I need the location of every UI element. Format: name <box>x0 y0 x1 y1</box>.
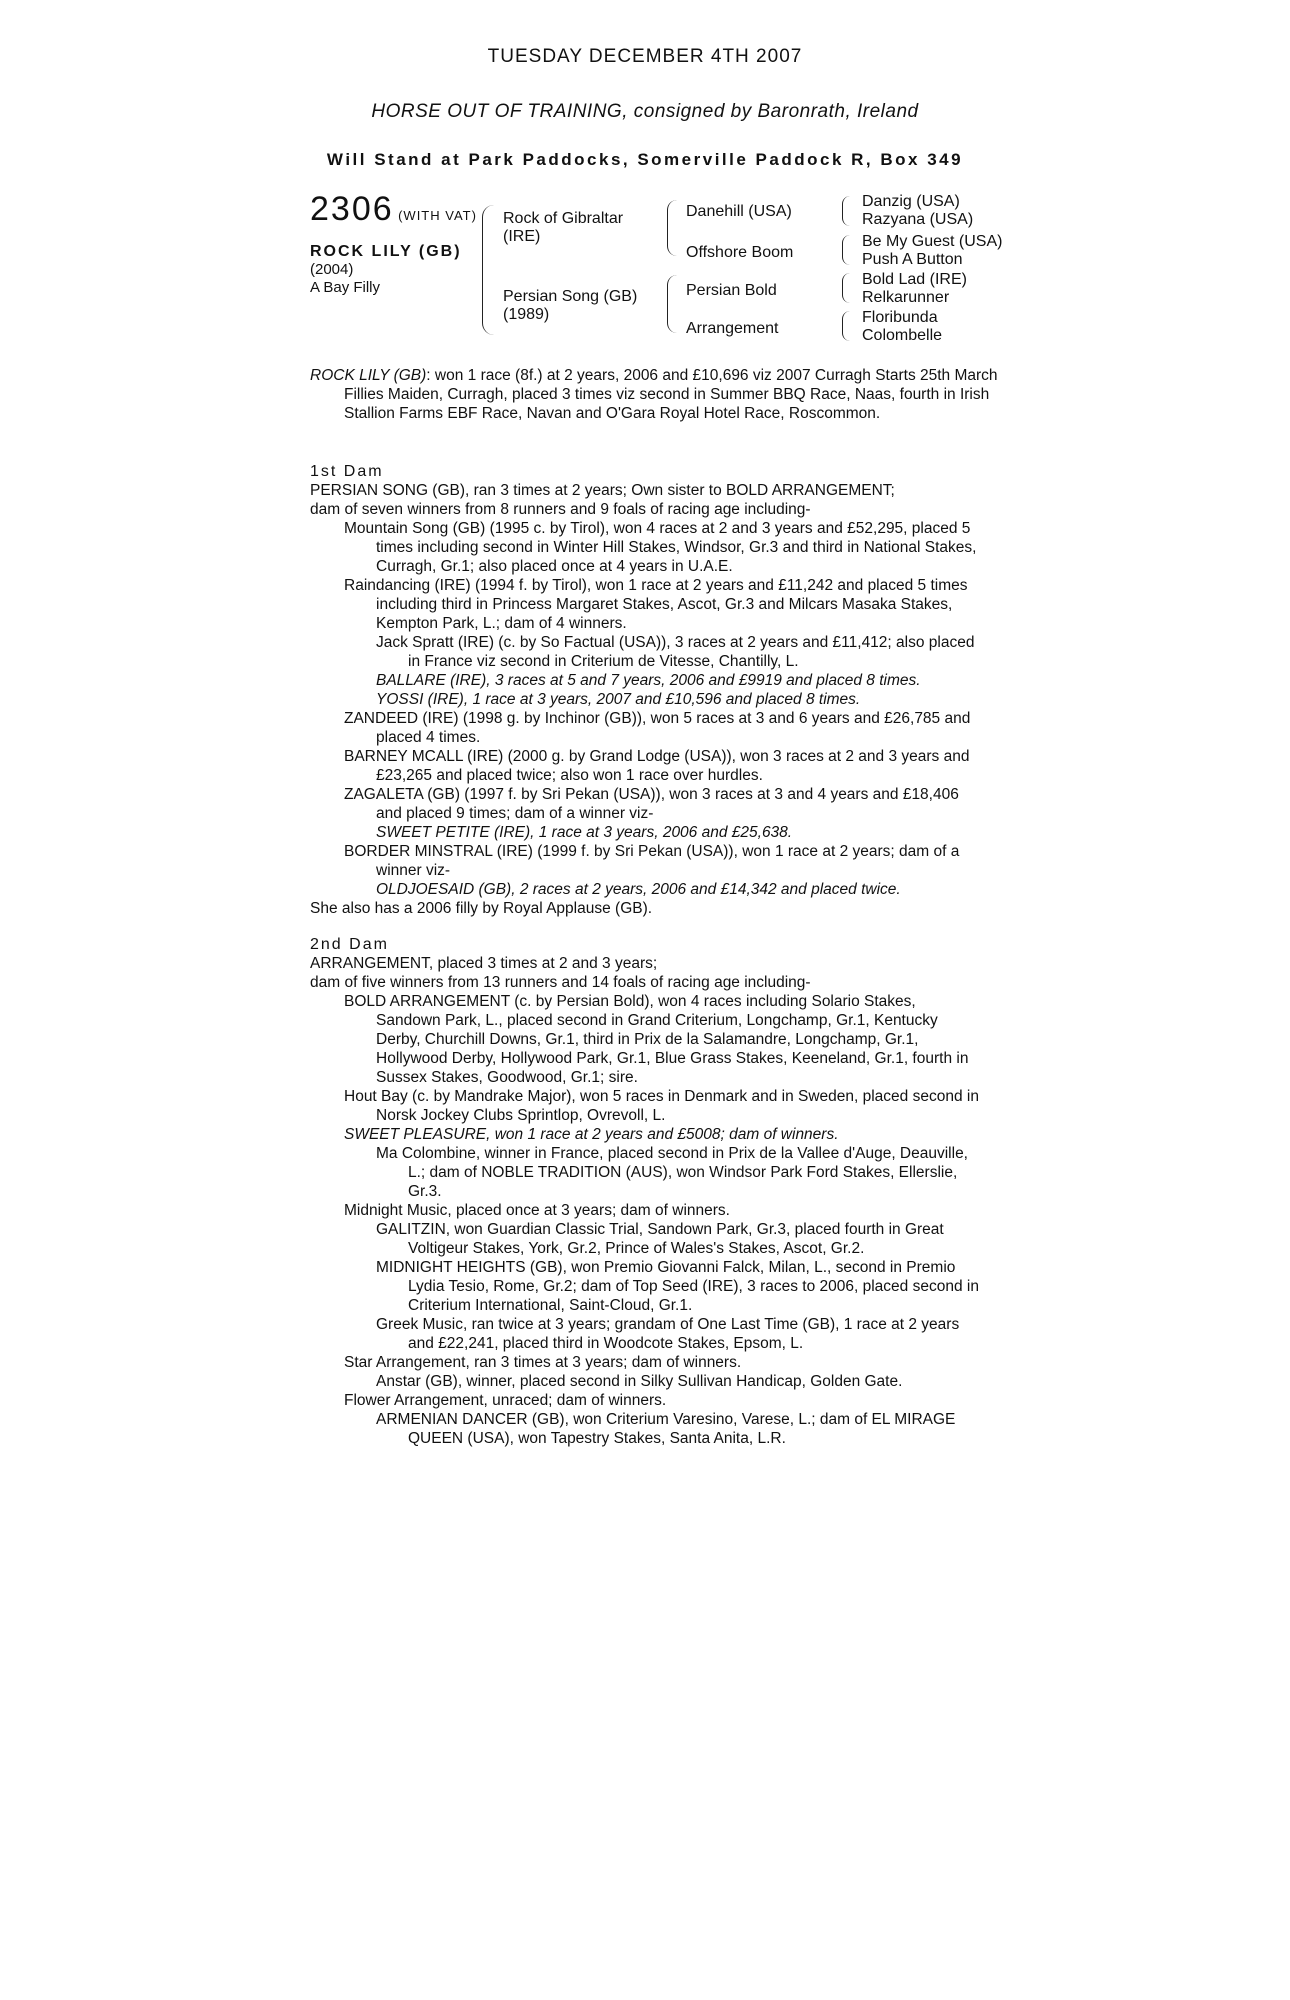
progeny-item: ZANDEED (IRE) (1998 g. by Inchinor (GB)), won 5 races at 3 and 6 years and £26,785 and placed 4 times. <box>344 710 971 746</box>
ancestor-6: Relkarunner <box>862 289 950 306</box>
ancestor-1: Danzig (USA) <box>862 193 960 210</box>
ancestor-3: Be My Guest (USA) <box>862 233 1003 250</box>
sire-name: Rock of Gibraltar (IRE) <box>503 210 624 245</box>
dam-brace <box>667 275 678 333</box>
lot-block <box>310 190 490 297</box>
progeny-item: YOSSI (IRE), 1 race at 3 years, 2007 and £10,596 and placed 8 times. <box>376 691 861 708</box>
progeny-item: Jack Spratt (IRE) (c. by So Factual (USA)), 3 races at 2 years and £11,412; also placed in France viz second in Criterium de Vitesse, Chantilly, L. <box>376 634 975 670</box>
progeny-item: SWEET PLEASURE, won 1 race at 2 years and £5008; dam of winners. <box>344 1126 839 1143</box>
stand-location: Will Stand at Park Paddocks, Somerville Paddock R, Box 349 <box>326 150 964 169</box>
progeny-item: BARNEY MCALL (IRE) (2000 g. by Grand Lodge (USA)), won 3 races at 2 and 3 years and £23,265 and placed twice; also won 1 race over hurdles. <box>344 748 970 784</box>
progeny-item: Star Arrangement, ran 3 times at 3 years; dam of winners. <box>344 1354 742 1371</box>
dam-name: Persian Song (GB) (1989) <box>503 288 638 323</box>
progeny-item: Flower Arrangement, unraced; dam of winners. <box>344 1392 667 1409</box>
ancestor-4: Push A Button <box>862 251 963 268</box>
progeny-item: SWEET PETITE (IRE), 1 race at 3 years, 2006 and £25,638. <box>376 824 793 841</box>
ancestor-5: Bold Lad (IRE) <box>862 271 967 288</box>
lot-number: 2306 <box>310 190 394 228</box>
ancestor-8: Colombelle <box>862 327 943 344</box>
sire-sire: Danehill (USA) <box>686 203 792 220</box>
g4-brace <box>842 311 851 341</box>
foaling-year: (2004) <box>310 261 354 278</box>
vat-note: (WITH VAT) <box>398 208 477 223</box>
progeny-item: MIDNIGHT HEIGHTS (GB), won Premio Giovanni Falck, Milan, L., second in Premio Lydia Tesio, Rome, Gr.2; dam of Top Seed (IRE), 3 races to 2006, placed second in Criterium International, Saint-Cloud, Gr.1. <box>376 1259 979 1314</box>
consignment-line: HORSE OUT OF TRAINING, consigned by Baronrath, Ireland <box>371 101 919 122</box>
race-record <box>310 366 1014 423</box>
dam-dam: Arrangement <box>686 320 779 337</box>
sale-date: TUESDAY DECEMBER 4TH 2007 <box>487 46 803 67</box>
progeny-item: ZAGALETA (GB) (1997 f. by Sri Pekan (USA)), won 3 races at 3 and 4 years and £18,406 and placed 9 times; dam of a winner viz- <box>344 786 959 822</box>
progeny-item: Anstar (GB), winner, placed second in Silky Sullivan Handicap, Golden Gate. <box>376 1373 903 1390</box>
sire-brace <box>667 200 678 256</box>
first-dam-footer: She also has a 2006 filly by Royal Applause (GB). <box>310 900 653 917</box>
progeny-item: Midnight Music, placed once at 3 years; dam of winners. <box>344 1202 730 1219</box>
progeny-item: OLDJOESAID (GB), 2 races at 2 years, 2006 and £14,342 and placed twice. <box>376 881 901 898</box>
first-dam-line-2: dam of seven winners from 8 runners and 9 foals of racing age including- <box>310 501 811 518</box>
horse-name: ROCK LILY (GB) <box>310 243 462 260</box>
dam-sire: Persian Bold <box>686 282 777 299</box>
second-dam-line-2: dam of five winners from 13 runners and 14 foals of racing age including- <box>310 974 811 991</box>
g3-brace <box>842 273 851 303</box>
progeny-item: ARMENIAN DANCER (GB), won Criterium Varesino, Varese, L.; dam of EL MIRAGE QUEEN (USA), won Tapestry Stakes, Santa Anita, L.R. <box>376 1411 956 1447</box>
first-dam-line-1: PERSIAN SONG (GB), ran 3 times at 2 years; Own sister to BOLD ARRANGEMENT; <box>310 482 895 499</box>
second-dam-section <box>310 935 980 1448</box>
sire-dam-brace <box>482 205 495 335</box>
horse-description: A Bay Filly <box>310 279 381 296</box>
record-horse-name: ROCK LILY (GB) <box>310 367 427 384</box>
progeny-item: Ma Colombine, winner in France, placed second in Prix de la Vallee d'Auge, Deauville, L.; dam of NOBLE TRADITION (AUS), won Windsor Park Ford Stakes, Ellerslie, Gr.3. <box>376 1145 968 1200</box>
second-dam-line-1: ARRANGEMENT, placed 3 times at 2 and 3 years; <box>310 955 658 972</box>
ancestor-7: Floribunda <box>862 309 938 326</box>
ancestor-2: Razyana (USA) <box>862 211 974 228</box>
first-dam-heading: 1st Dam <box>310 463 384 480</box>
sire-dam: Offshore Boom <box>686 244 794 261</box>
record-text: : won 1 race (8f.) at 2 years, 2006 and £10,696 viz 2007 Curragh Starts 25th March Fillies Maiden, Curragh, placed 3 times viz second in Summer BBQ Race, Naas, fourth in Irish Stallion Farms EBF Race, Navan and O'Gara Royal Hotel Race, Roscommon. <box>344 367 998 422</box>
first-dam-section <box>310 462 980 918</box>
second-dam-heading: 2nd Dam <box>310 936 389 953</box>
progeny-item: Hout Bay (c. by Mandrake Major), won 5 races in Denmark and in Sweden, placed second in Norsk Jockey Clubs Sprintlop, Ovrevoll, L. <box>344 1088 979 1124</box>
progeny-item: Mountain Song (GB) (1995 c. by Tirol), won 4 races at 2 and 3 years and £52,295, placed 5 times including second in Winter Hill Stakes, Windsor, Gr.3 and third in National Stakes, Curragh, Gr.1; also placed once at 4 years in U.A.E. <box>344 520 977 575</box>
g2-brace <box>842 235 851 265</box>
progeny-item: BORDER MINSTRAL (IRE) (1999 f. by Sri Pekan (USA)), won 1 race at 2 years; dam of a winner viz- <box>344 843 960 879</box>
progeny-item: BOLD ARRANGEMENT (c. by Persian Bold), won 4 races including Solario Stakes, Sandown Park, L., placed second in Grand Criterium, Longchamp, Gr.1, Kentucky Derby, Churchill Downs, Gr.1, third in Prix de la Salamandre, Longchamp, Gr.1, Hollywood Derby, Hollywood Park, Gr.1, Blue Grass Stakes, Keeneland, Gr.1, fourth in Sussex Stakes, Goodwood, Gr.1; sire. <box>344 993 969 1086</box>
progeny-item: GALITZIN, won Guardian Classic Trial, Sandown Park, Gr.3, placed fourth in Great Voltigeur Stakes, York, Gr.2, Prince of Wales's Stakes, Ascot, Gr.2. <box>376 1221 944 1257</box>
progeny-item: Greek Music, ran twice at 3 years; grandam of One Last Time (GB), 1 race at 2 years and £22,241, placed third in Woodcote Stakes, Epsom, L. <box>376 1316 960 1352</box>
g1-brace <box>842 196 851 226</box>
progeny-item: Raindancing (IRE) (1994 f. by Tirol), won 1 race at 2 years and £11,242 and placed 5 times including third in Princess Margaret Stakes, Ascot, Gr.3 and Milcars Masaka Stakes, Kempton Park, L.; dam of 4 winners. <box>344 577 968 632</box>
progeny-item: BALLARE (IRE), 3 races at 5 and 7 years, 2006 and £9919 and placed 8 times. <box>376 672 921 689</box>
